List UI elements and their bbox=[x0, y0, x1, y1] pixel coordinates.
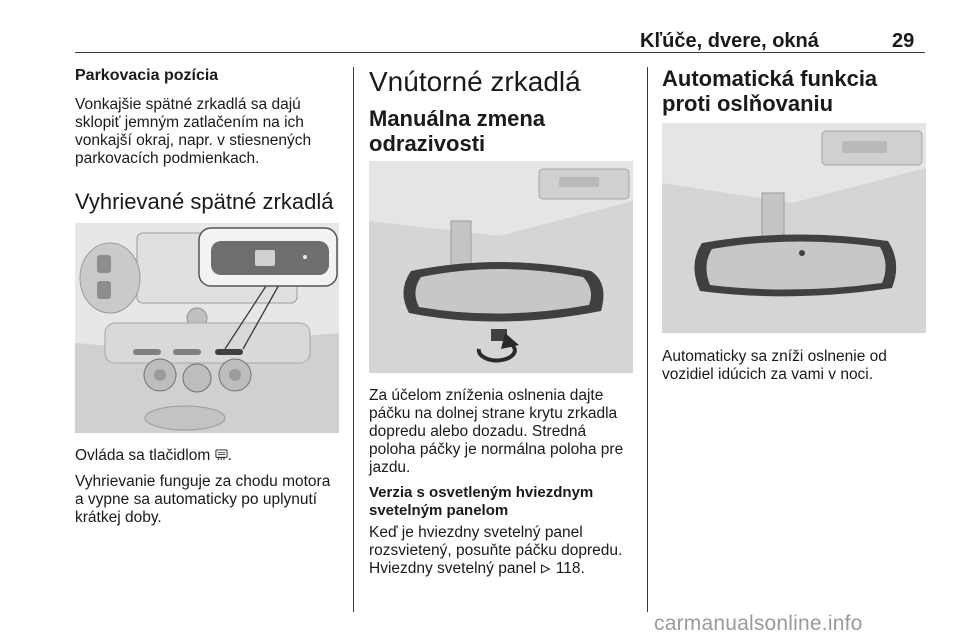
heated-mirrors-heading: Vyhrievané spätné zrkadlá bbox=[75, 189, 334, 214]
page-reference-arrow-icon bbox=[540, 563, 551, 575]
manual-mirror-illustration bbox=[369, 161, 633, 373]
star-panel-text: Keď je hviezdny svetelný panel rozsvietený, posuňte páčku dopredu. Hviezdny svetelný panel bbox=[369, 524, 623, 577]
column-divider-1 bbox=[353, 67, 354, 612]
star-panel-paragraph bbox=[369, 524, 637, 578]
button-caption-period: . bbox=[227, 447, 232, 464]
rear-window-heating-icon bbox=[215, 449, 228, 462]
button-caption bbox=[75, 447, 340, 465]
star-panel-page-ref[interactable]: 118. bbox=[555, 560, 585, 577]
parking-paragraph: Vonkajšie spätné zrkadlá sa dajú sklopiť jemným zatlačením na ich vonkajší okraj, napr. v stiesnených parkovacích podmienkach. bbox=[75, 96, 312, 167]
dashboard-illustration bbox=[75, 223, 339, 433]
site-watermark: carmanualsonline.info bbox=[654, 612, 863, 635]
interior-mirrors-heading: Vnútorné zrkadlá bbox=[369, 66, 581, 97]
auto-paragraph: Automaticky sa zníži oslnenie od vozidiel idúcich za vami v noci. bbox=[662, 348, 887, 383]
column-divider-2 bbox=[647, 67, 648, 612]
parking-heading: Parkovacia pozícia bbox=[75, 67, 219, 84]
auto-mirror-illustration bbox=[662, 123, 926, 333]
star-panel-heading: Verzia s osvetleným hviezdnym svetelným panelom bbox=[369, 484, 594, 519]
heating-paragraph: Vyhrievanie funguje za chodu motora a vypne sa automaticky po uplynutí krátkej doby. bbox=[75, 473, 331, 526]
manual-dimming-heading: Manuálna zmena odrazivosti bbox=[369, 106, 546, 156]
page-number: 29 bbox=[892, 30, 915, 52]
auto-dimming-heading: Automatická funkcia proti oslňovaniu bbox=[662, 66, 878, 116]
header-divider bbox=[75, 52, 925, 53]
manual-paragraph: Za účelom zníženia oslnenia dajte páčku na dolnej strane krytu zrkadla dopredu alebo dozadu. Stredná poloha páčky je normálna poloha pre jazdu. bbox=[369, 387, 624, 476]
section-title: Kľúče, dvere, okná bbox=[640, 30, 819, 52]
button-caption-text: Ovláda sa tlačidlom bbox=[75, 447, 211, 464]
